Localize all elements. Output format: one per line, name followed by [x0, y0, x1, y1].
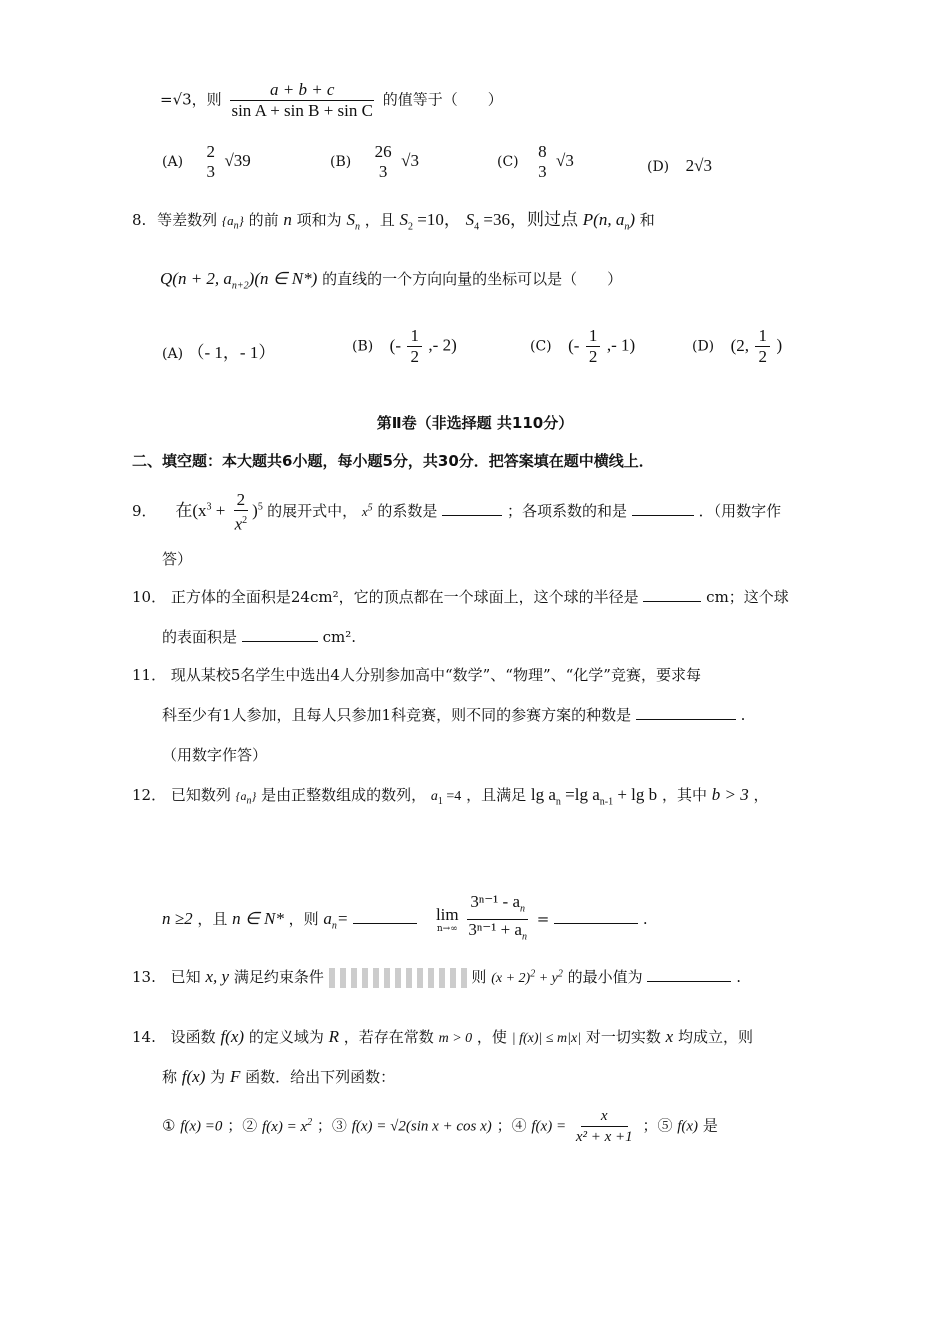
q8-option-c[interactable] — [530, 326, 635, 367]
q13-line — [132, 966, 741, 988]
fx: f(x) — [220, 1027, 245, 1046]
question-number: 8. — [132, 211, 147, 229]
an: $a_n=$ — [323, 908, 349, 932]
lg-relation: $\lg a_n =\lg$ $a_{n-1} + \lg b$ — [530, 785, 658, 808]
m-condition: m > 0 — [438, 1031, 473, 1046]
inequality: | f(x)| ≤ m|x| — [511, 1031, 582, 1046]
text: . — [736, 968, 741, 986]
item-marker: ① — [162, 1116, 176, 1135]
question-number: 9． — [132, 502, 157, 521]
option-frac: $\frac{1}{2}$ — [755, 326, 770, 367]
text: 函数．给出下列函数： — [245, 1068, 396, 1086]
coef-den: 3 — [378, 162, 388, 181]
q7-fraction — [228, 80, 376, 121]
q11-line2 — [162, 704, 745, 725]
q7-frac-num: a + b + c — [230, 80, 375, 101]
b-condition: b > 3 — [711, 785, 749, 804]
q11-line3: （用数字作答） — [162, 746, 268, 764]
constraint-image — [329, 968, 467, 988]
q8-line1 — [132, 205, 655, 232]
var-sn: $S_n$ — [346, 210, 360, 233]
q9-line2: 答） — [162, 550, 193, 568]
q7-stem — [160, 80, 503, 121]
coef-den: 3 — [538, 162, 547, 181]
q14-line1 — [132, 1026, 753, 1047]
q8-line2 — [160, 268, 622, 291]
answer-blank[interactable] — [643, 587, 701, 602]
text: 的表面积是 — [162, 628, 238, 646]
answer-blank[interactable] — [647, 967, 731, 982]
q14-line2 — [162, 1066, 395, 1087]
func-2: $f(x) = x^2$ — [262, 1116, 313, 1135]
q7-frac-den: sin A + sin B + sin C — [231, 101, 373, 120]
option-pre: (- — [389, 335, 401, 355]
answer-blank[interactable] — [636, 705, 736, 720]
text: ，使 — [476, 1028, 507, 1046]
text: ；各项系数的和是 — [507, 502, 628, 521]
q9-expr: 在($x^3$ + $\frac{2}{x^2}$ )$^5$ — [175, 490, 263, 534]
option-label: (B) — [330, 154, 352, 170]
option-label: (A) — [162, 346, 184, 362]
q8-option-b[interactable] — [352, 326, 457, 367]
text: 是由正整数组成的数列， — [261, 786, 427, 804]
text: ；③ — [316, 1116, 347, 1135]
text: ，且满足 — [466, 786, 527, 804]
coef-den: 3 — [206, 162, 215, 181]
option-text: （- 1，- 1） — [187, 343, 276, 362]
option-coef — [204, 142, 219, 182]
q7-option-c[interactable] — [497, 142, 574, 182]
answer-blank[interactable] — [442, 501, 502, 516]
text: ，则 — [288, 909, 319, 928]
q8-option-d[interactable] — [692, 326, 782, 367]
q9-line1 — [132, 490, 781, 535]
option-label: (A) — [162, 154, 184, 170]
q7-eq-text: =√3，则 — [160, 90, 222, 109]
option-pre: (- — [568, 335, 580, 355]
text: ．（用数字作 — [698, 502, 782, 521]
option-coef — [372, 142, 395, 182]
text: ， — [753, 786, 769, 804]
text: 均成立，则 — [677, 1028, 753, 1046]
question-number: 14. — [132, 1028, 156, 1046]
f-class: F — [229, 1067, 241, 1086]
q7-option-b[interactable] — [330, 142, 419, 182]
question-number: 12． — [132, 786, 167, 804]
text: 的前 — [248, 211, 279, 229]
set-r: R — [328, 1027, 339, 1046]
answer-blank[interactable] — [632, 501, 694, 516]
answer-blank[interactable] — [353, 909, 417, 924]
text: 对一切实数 — [585, 1028, 661, 1046]
limit-fraction: $\frac{3^{n-1} - a_n}{3^{n-1} + a_n}$ — [468, 892, 527, 943]
coef-num: 2 — [206, 142, 215, 161]
text: ，且 — [197, 909, 228, 928]
q10-line1 — [132, 586, 789, 607]
text: 的直线的一个方向向量的坐标可以是（ ） — [322, 270, 623, 288]
text: 则 — [471, 968, 487, 986]
q12-line1 — [132, 784, 769, 807]
n-condition: n ≥2 — [162, 908, 193, 928]
text: 已知 — [170, 968, 201, 986]
text: 等差数列 — [157, 211, 218, 229]
question-number: 13. — [132, 968, 156, 986]
func-5: f(x) — [677, 1118, 699, 1135]
text: ，若存在常数 — [343, 1028, 434, 1046]
text: = — [536, 909, 550, 928]
option-root: √3 — [556, 151, 574, 170]
option-frac: $\frac{1}{2}$ — [586, 326, 601, 367]
a1-value: $a_1 =4$ — [430, 789, 462, 807]
text: 已知数列 — [170, 786, 231, 804]
question-number: 10． — [132, 588, 167, 606]
option-root: √39 — [224, 151, 251, 170]
func-1: f(x) =0 — [180, 1118, 223, 1135]
option-post: ,- 2) — [428, 335, 457, 355]
seq-an: $\{a_n\}$ — [221, 213, 244, 232]
text: ；⑤ — [642, 1116, 673, 1135]
text: 现从某校5名学生中选出4人分别参加高中“数学”、“物理”、“化学”竞赛，要求每 — [170, 666, 701, 684]
text: 满足约束条件 — [233, 968, 324, 986]
point-q: Q(n + 2, $a_{n+2})(n$ ∈ N*) — [160, 269, 318, 292]
seq-an: $\{a_n\}$ — [235, 789, 257, 807]
text: 设函数 — [170, 1028, 216, 1046]
text: 项和为 — [296, 211, 342, 229]
option-pre: (2, — [730, 335, 750, 355]
option-post: ) — [776, 335, 783, 355]
text: 的展开式中， — [267, 502, 358, 521]
s2-value: $S_2 =10$， — [399, 210, 461, 233]
text: . — [740, 706, 746, 724]
q8-option-a[interactable] — [162, 338, 275, 363]
q7-tail: 的值等于（ ） — [382, 90, 503, 109]
text: . — [642, 909, 648, 928]
text: 的定义域为 — [248, 1028, 324, 1046]
q12-line2 — [162, 892, 648, 948]
var-n: n — [283, 210, 292, 229]
q7-option-a[interactable] — [162, 142, 251, 182]
text: cm；这个球 — [706, 588, 789, 606]
coef-num: 26 — [374, 142, 392, 161]
text: 的最小值为 — [567, 968, 643, 986]
var-x: x — [665, 1027, 674, 1046]
option-root: √3 — [401, 151, 419, 170]
option-label: (D) — [647, 159, 670, 175]
text: ；④ — [496, 1116, 527, 1135]
option-coef — [535, 142, 550, 182]
text: ，其中 — [661, 786, 707, 804]
coef-num: 8 — [538, 142, 547, 161]
option-label: (C) — [497, 154, 519, 170]
text: 称 — [162, 1068, 178, 1086]
vars-xy: x, y — [205, 967, 230, 986]
option-text: 2√3 — [685, 156, 712, 175]
option-frac: $\frac{1}{2}$ — [407, 326, 422, 367]
option-label: (B) — [352, 338, 374, 355]
question-number: 11． — [132, 666, 167, 684]
q10-line2 — [162, 626, 356, 647]
text: ，且 — [364, 211, 395, 229]
q11-line1 — [132, 664, 701, 685]
point-p: P(n, $a_n$) — [582, 210, 635, 233]
answer-blank[interactable] — [554, 909, 638, 924]
objective-expr: $(x + 2)^2 + y^2$ — [491, 968, 563, 986]
text: 为 — [210, 1068, 226, 1086]
n-domain: n ∈ N* — [232, 908, 284, 928]
section-title: 第Ⅱ卷（非选择题 共110分） — [376, 414, 574, 432]
option-label: (D) — [692, 338, 715, 355]
func-3: f(x) = √2(sin x + cos x) — [351, 1118, 492, 1135]
q14-line3 — [162, 1106, 718, 1147]
limit: lim n→∞ — [435, 904, 459, 934]
fx: f(x) — [181, 1067, 206, 1086]
s4-value: $S_4 =36$，则过点 — [465, 210, 578, 233]
x5: $x^5$ — [361, 502, 373, 520]
part2-instructions: 二、填空题：本大题共6小题，每小题5分，共30分．把答案填在题中横线上． — [132, 452, 654, 470]
text: 的系数是 — [377, 502, 438, 521]
func-4-fraction: $\frac{x}{\text{x² + x +1}}$ — [575, 1108, 633, 1145]
text: 正方体的全面积是24cm²，它的顶点都在一个球面上，这个球的半径是 — [170, 588, 639, 606]
answer-blank[interactable] — [242, 627, 318, 642]
q7-option-d[interactable] — [647, 156, 712, 176]
func-4: f(x) = — [531, 1118, 567, 1135]
text: cm². — [322, 628, 356, 646]
option-label: (C) — [530, 338, 552, 355]
text: 和 — [639, 211, 655, 229]
text: 科至少有1人参加，且每人只参加1科竞赛，则不同的参赛方案的种数是 — [162, 706, 632, 724]
text: ；② — [227, 1116, 258, 1135]
option-post: ,- 1) — [606, 335, 636, 355]
text: 是 — [702, 1116, 718, 1135]
